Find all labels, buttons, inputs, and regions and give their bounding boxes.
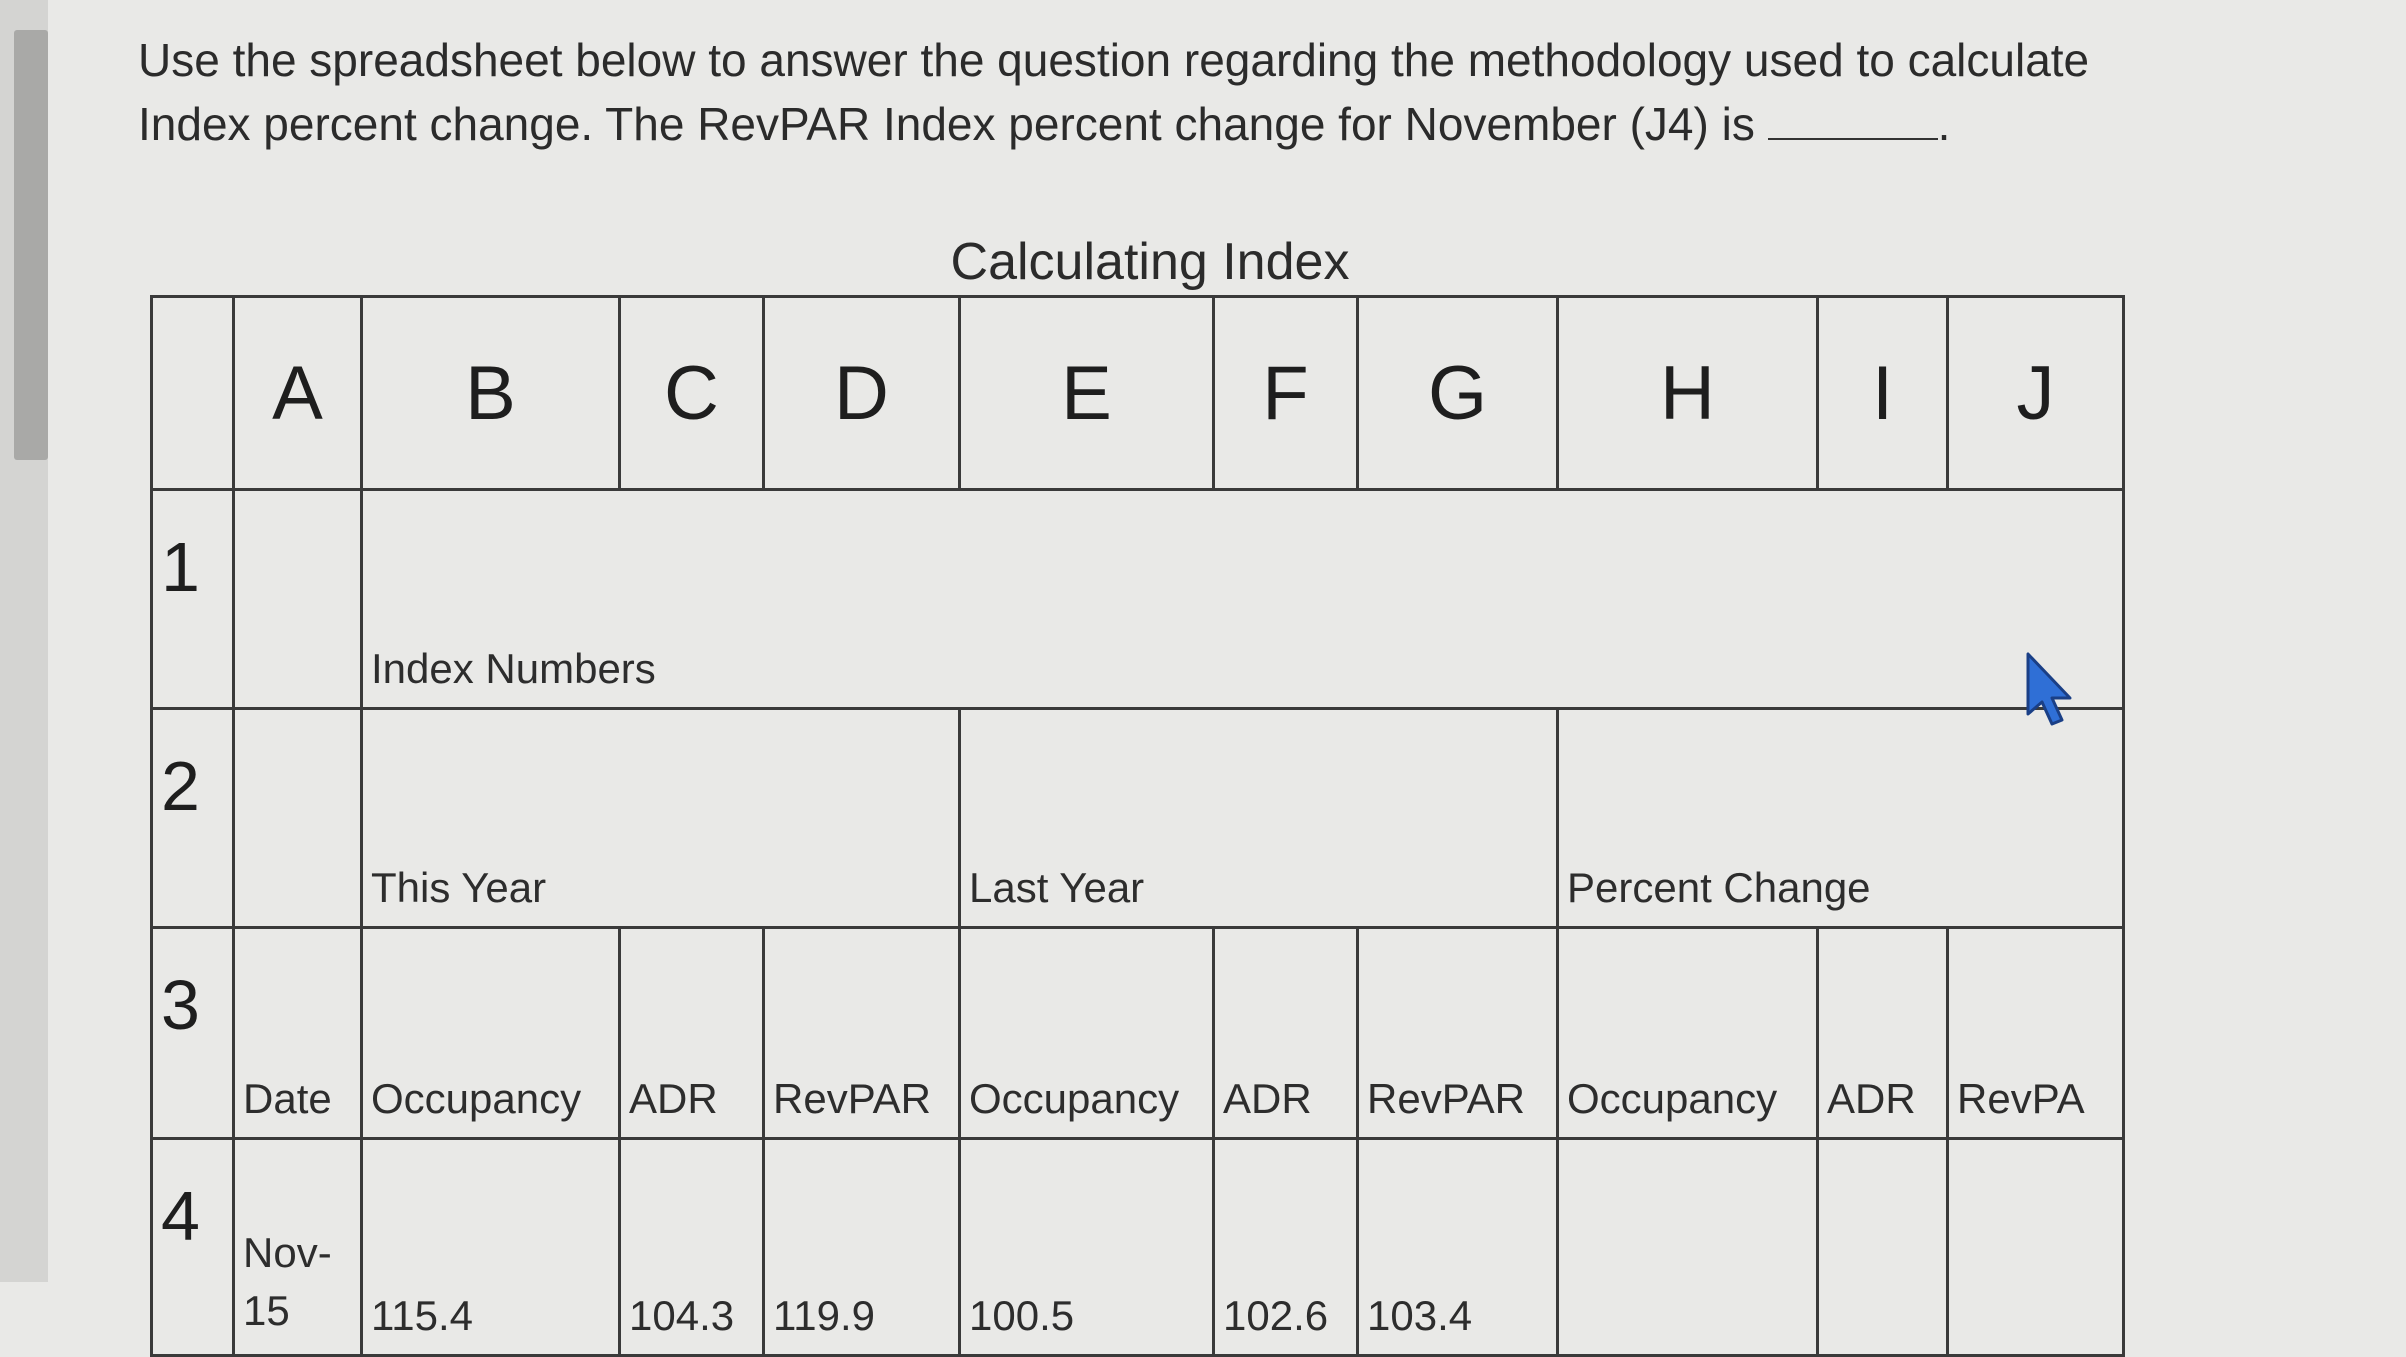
- spreadsheet-table: [150, 295, 2125, 1357]
- question-text: Use the spreadsheet below to answer the question regarding the methodology used to calculate Index percent change. The RevPAR Index percent change for November (J4) is .: [138, 34, 2090, 150]
- column-header-e[interactable]: E: [960, 297, 1214, 490]
- cell-c4[interactable]: 104.3: [620, 1139, 764, 1356]
- cell-h3[interactable]: Occupancy: [1558, 928, 1818, 1139]
- table-row-4: [152, 1139, 2124, 1356]
- cell-e4[interactable]: 100.5: [960, 1139, 1214, 1356]
- sheet-title: Calculating Index: [950, 233, 1350, 291]
- cell-h4[interactable]: [1558, 1139, 1818, 1356]
- column-header-h[interactable]: H: [1558, 297, 1818, 490]
- row-header-2[interactable]: 2: [152, 709, 234, 928]
- cell-a3[interactable]: Date: [234, 928, 362, 1139]
- cell-a2[interactable]: [234, 709, 362, 928]
- cell-g3[interactable]: RevPAR: [1358, 928, 1558, 1139]
- column-header-b[interactable]: B: [362, 297, 620, 490]
- row-header-4[interactable]: 4: [152, 1139, 234, 1356]
- cell-c3[interactable]: ADR: [620, 928, 764, 1139]
- cell-f4[interactable]: 102.6: [1214, 1139, 1358, 1356]
- cell-b3[interactable]: Occupancy: [362, 928, 620, 1139]
- cell-d3[interactable]: RevPAR: [764, 928, 960, 1139]
- row-header-3[interactable]: 3: [152, 928, 234, 1139]
- column-header-d[interactable]: D: [764, 297, 960, 490]
- column-header-g[interactable]: G: [1358, 297, 1558, 490]
- column-header-c[interactable]: C: [620, 297, 764, 490]
- row-header-1[interactable]: 1: [152, 490, 234, 709]
- cell-a1[interactable]: [234, 490, 362, 709]
- cell-last-year[interactable]: Last Year: [960, 709, 1558, 928]
- cell-b4[interactable]: 115.4: [362, 1139, 620, 1356]
- cell-d4[interactable]: 119.9: [764, 1139, 960, 1356]
- cell-e3[interactable]: Occupancy: [960, 928, 1214, 1139]
- table-row-3: [152, 928, 2124, 1139]
- cell-a4[interactable]: Nov-15: [234, 1139, 362, 1356]
- column-header-a[interactable]: A: [234, 297, 362, 490]
- answer-blank[interactable]: [1768, 94, 1938, 140]
- corner-cell[interactable]: [152, 297, 234, 490]
- cell-i4[interactable]: [1818, 1139, 1948, 1356]
- window-edge: [0, 0, 48, 1282]
- cell-j3[interactable]: RevPA: [1948, 928, 2124, 1139]
- cell-index-numbers[interactable]: Index Numbers: [362, 490, 2124, 709]
- column-header-j[interactable]: J: [1948, 297, 2124, 490]
- table-row-2: [152, 709, 2124, 928]
- cell-i3[interactable]: ADR: [1818, 928, 1948, 1139]
- column-header-f[interactable]: F: [1214, 297, 1358, 490]
- cell-this-year[interactable]: This Year: [362, 709, 960, 928]
- column-header-row: [152, 297, 2124, 490]
- mouse-pointer-icon: [2022, 650, 2102, 730]
- cell-g4[interactable]: 103.4: [1358, 1139, 1558, 1356]
- cell-j4[interactable]: [1948, 1139, 2124, 1356]
- column-header-i[interactable]: I: [1818, 297, 1948, 490]
- scrollbar-thumb[interactable]: [14, 30, 48, 460]
- cell-percent-change[interactable]: Percent Change: [1558, 709, 2124, 928]
- table-row-1: [152, 490, 2124, 709]
- cell-f3[interactable]: ADR: [1214, 928, 1358, 1139]
